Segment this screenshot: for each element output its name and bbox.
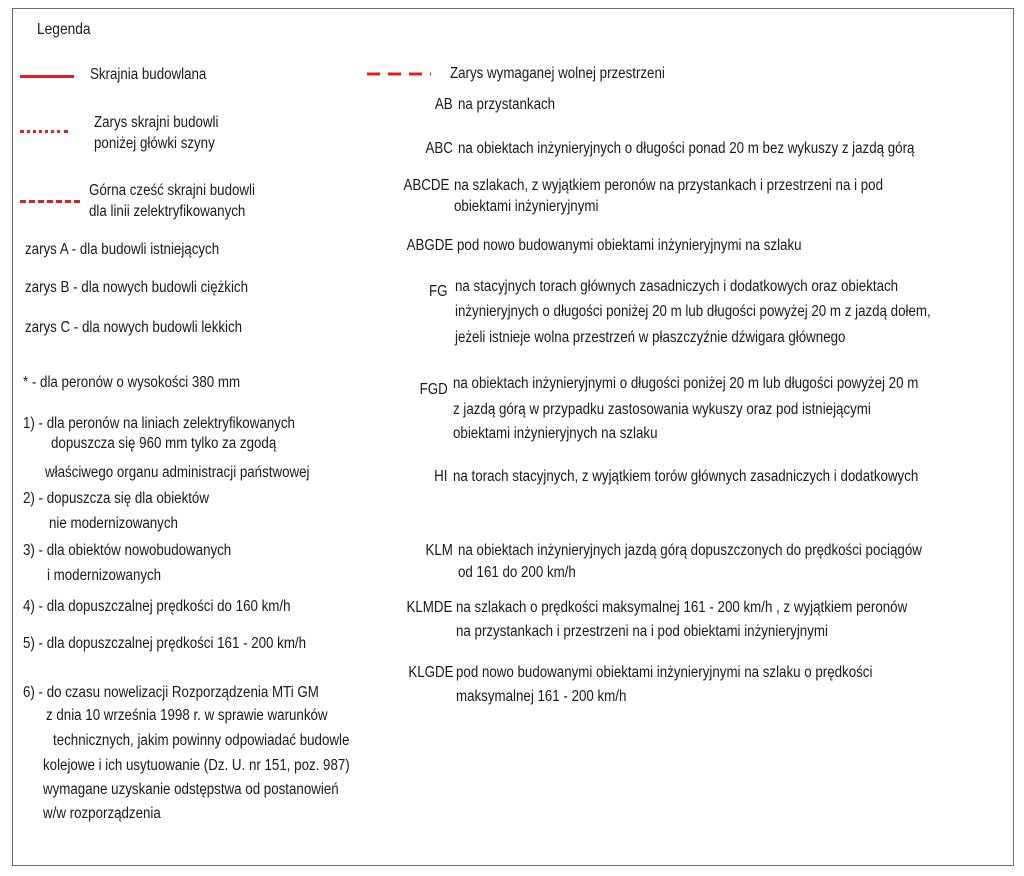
solid-line-symbol	[20, 75, 74, 78]
code-fgd-desc-1: na obiektach inżynieryjnymi o długości poniżej 20 m lub długości powyżej 20 m	[453, 375, 919, 392]
note-4: 4) - dla dopuszczalnej prędkości do 160 km/h	[23, 598, 291, 615]
code-abgde-desc: pod nowo budowanymi obiektami inżynieryjnymi na szlaku	[457, 237, 802, 254]
profile-b: zarys B - dla nowych budowli ciężkich	[25, 279, 249, 296]
code-klgde-desc-2: maksymalnej 161 - 200 km/h	[456, 688, 627, 705]
code-klmde-desc-1: na szlakach o prędkości maksymalnej 161 - 200 km/h , z wyjątkiem peronów	[456, 599, 908, 616]
code-klgde: KLGDE	[408, 664, 454, 681]
code-abc: ABC	[425, 140, 453, 157]
code-abcde: ABCDE	[403, 177, 449, 194]
star-note: * - dla peronów o wysokości 380 mm	[23, 374, 241, 391]
upper-gauge-line-symbol	[20, 200, 80, 203]
code-klm-desc-1: na obiektach inżynieryjnych jazdą górą dopuszczonych do prędkości pociągów	[458, 542, 922, 559]
code-abcde-desc-2: obiektami inżynieryjnymi	[454, 198, 599, 215]
code-abgde: ABGDE	[406, 237, 453, 254]
code-klgde-desc-1: pod nowo budowanymi obiektami inżynieryjnymi na szlaku o prędkości	[456, 664, 873, 681]
note-1-line-2: dopuszcza się 960 mm tylko za zgodą	[51, 435, 277, 452]
code-fg-desc-3: jeżeli istnieje wolna przestrzeń w płaszczyźnie dźwigara głównego	[455, 329, 846, 346]
dashed-line-symbol	[367, 71, 431, 77]
upper-gauge-label-2: dla linii zelektryfikowanych	[89, 203, 246, 220]
profile-c: zarys C - dla nowych budowli lekkich	[25, 319, 243, 336]
note-3-line-2: i modernizowanych	[47, 567, 162, 584]
note-6-line-3: technicznych, jakim powinny odpowiadać budowle	[53, 732, 350, 749]
upper-gauge-label-1: Górna cześć skrajni budowli	[89, 182, 255, 199]
code-ab-desc: na przystankach	[458, 96, 556, 113]
dotted-line-symbol	[20, 130, 68, 133]
legend-title: Legenda	[37, 21, 91, 38]
note-6-line-4: kolejowe i ich usytuowanie (Dz. U. nr 151, poz. 987)	[43, 757, 350, 774]
profile-a: zarys A - dla budowli istniejących	[25, 241, 220, 258]
note-5: 5) - dla dopuszczalnej prędkości 161 - 200 km/h	[23, 635, 307, 652]
note-6-line-6: w/w rozporządzenia	[43, 805, 161, 822]
code-klmde-desc-2: na przystankach i przestrzeni na i pod obiektami inżynieryjnymi	[456, 623, 828, 640]
note-1-line-1: 1) - dla peronów na liniach zelektryfikowanych	[23, 415, 295, 432]
code-abc-desc: na obiektach inżynieryjnych o długości ponad 20 m bez wykuszy z jazdą górą	[458, 140, 915, 157]
code-abcde-desc-1: na szlakach, z wyjątkiem peronów na przystankach i przestrzeni na i pod	[454, 177, 883, 194]
note-2-line-2: nie modernizowanych	[49, 515, 178, 532]
code-fgd: FGD	[419, 381, 448, 398]
code-fg-desc-1: na stacyjnych torach głównych zasadniczych i dodatkowych oraz obiektach	[455, 278, 899, 295]
dotted-line-label-2: poniżej główki szyny	[94, 135, 215, 152]
code-klm-desc-2: od 161 do 200 km/h	[458, 564, 576, 581]
code-klmde: KLMDE	[406, 599, 452, 616]
note-6-line-5: wymagane uzyskanie odstępstwa od postanowień	[43, 781, 339, 798]
code-klm: KLM	[425, 542, 453, 559]
note-6-line-1: 6) - do czasu nowelizacji Rozporządzenia MTi GM	[23, 684, 319, 701]
note-3-line-1: 3) - dla obiektów nowobudowanych	[23, 542, 232, 559]
code-fg: FG	[429, 283, 448, 300]
solid-line-label: Skrajnia budowlana	[90, 66, 207, 83]
note-6-line-2: z dnia 10 września 1998 r. w sprawie warunków	[46, 707, 328, 724]
code-hi: HI	[433, 468, 447, 485]
code-fgd-desc-3: obiektami inżynieryjnych na szlaku	[453, 425, 658, 442]
code-hi-desc: na torach stacyjnych, z wyjątkiem torów głównych zasadniczych i dodatkowych	[453, 468, 919, 485]
note-1-line-3: właściwego organu administracji państwowej	[45, 464, 310, 481]
code-ab: AB	[435, 96, 453, 113]
code-fg-desc-2: inżynieryjnych o długości poniżej 20 m lub długości powyżej 20 m z jazdą dołem,	[455, 303, 931, 320]
note-2-line-1: 2) - dopuszcza się dla obiektów	[23, 490, 209, 507]
code-fgd-desc-2: z jazdą górą w przypadku zastosowania wykuszy oraz pod istniejącymi	[453, 401, 871, 418]
dashed-line-label: Zarys wymaganej wolnej przestrzeni	[450, 65, 665, 82]
dotted-line-label-1: Zarys skrajni budowli	[94, 114, 219, 131]
